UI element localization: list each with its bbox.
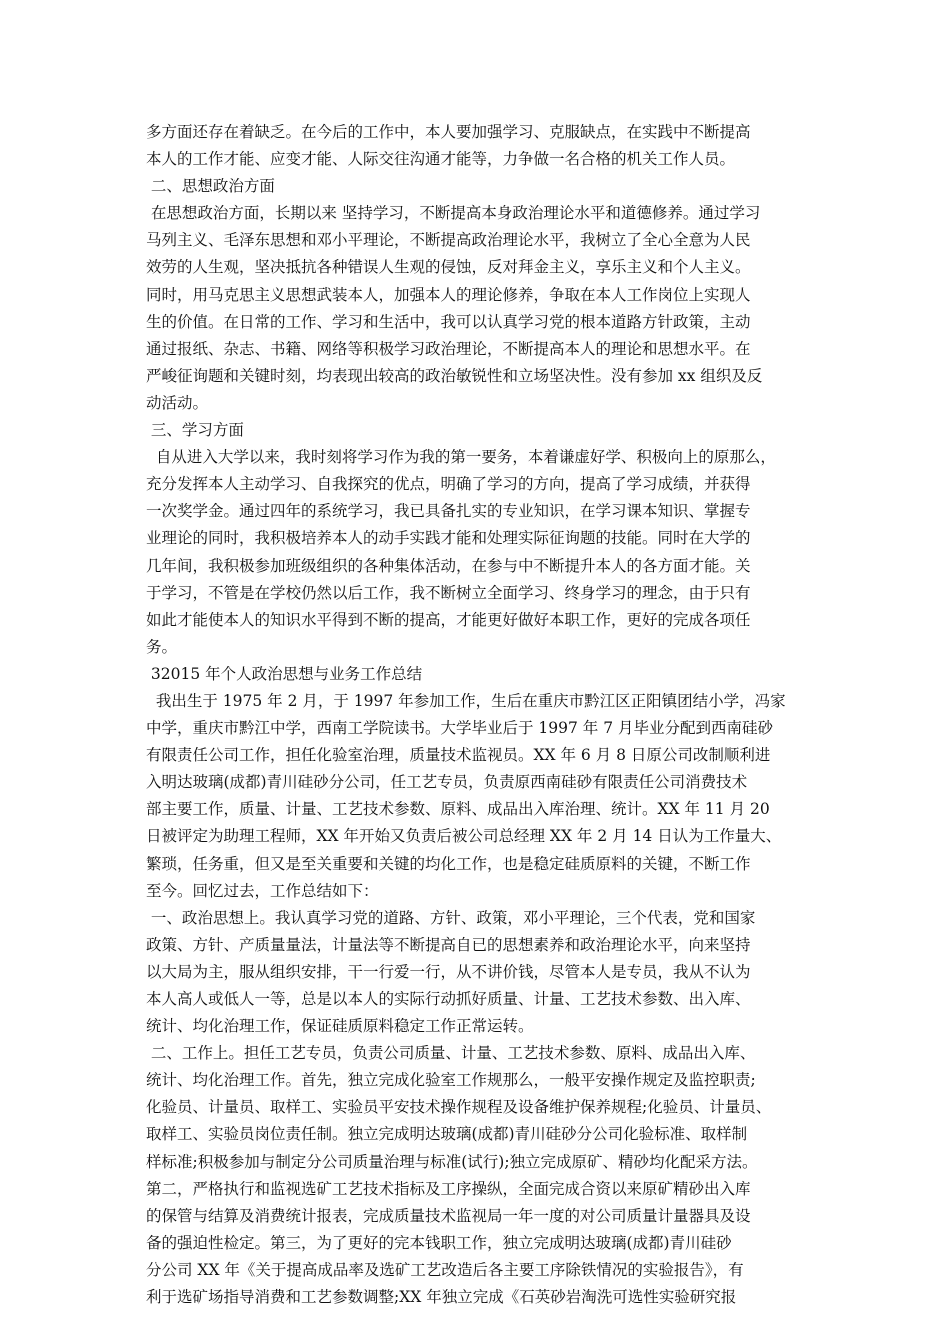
text-line: 统计、均化治理工作。首先，独立完成化验室工作规那么，一般平安操作规定及监控职责; (146, 1071, 756, 1090)
text-line: 自从进入大学以来，我时刻将学习作为我的第一要务，本着谦虚好学、积极向上的原那么， (146, 448, 776, 467)
text-line: 本人的工作才能、应变才能、人际交往沟通才能等，力争做一名合格的机关工作人员。 (146, 150, 736, 169)
text-line: 第二，严格执行和监视选矿工艺技术指标及工序操纵，全面完成合资以来原矿精砂出入库 (146, 1179, 751, 1198)
text-line: 动活动。 (146, 393, 209, 412)
text-line: 本人高人或低人一等，总是以本人的实际行动抓好质量、计量、工艺技术参数、出入库、 (146, 990, 751, 1008)
text-line: 如此才能使本人的知识水平得到不断的提高，才能更好做好本职工作，更好的完成各项任 (146, 610, 751, 629)
text-line: 通过报纸、杂志、书籍、网络等积极学习政治理论，不断提高本人的理论和思想水平。在 (146, 339, 751, 358)
text-line: 我出生于 1975 年 2 月，于 1997 年参加工作，生后在重庆市黔江区正阳镇团结小学，冯家 (146, 691, 786, 710)
text-line: 充分发挥本人主动学习、自我探究的优点，明确了学习的方向，提高了学习成绩，并获得 (146, 475, 751, 494)
text-line: 部主要工作，质量、计量、工艺技术参数、原料、成品出入库治理、统计。XX 年 11 月 20 (146, 800, 770, 819)
text-line: 生的价值。在日常的工作、学习和生活中，我可以认真学习党的根本道路方针政策，主动 (146, 312, 751, 331)
text-line: 业理论的同时，我积极培养本人的动手实践才能和处理实际征询题的技能。同时在大学的 (146, 529, 751, 548)
text-line: 多方面还存在着缺乏。在今后的工作中，本人要加强学习、克服缺点，在实践中不断提高 (146, 123, 751, 141)
text-line: 马列主义、毛泽东思想和邓小平理论，不断提高政治理论水平，我树立了全心全意为人民 (146, 231, 751, 250)
section-heading: 三、学习方面 (146, 421, 244, 440)
text-line: 入明达玻璃(成都)青川硅砂分公司，任工艺专员，负责原西南硅砂有限责任公司消费技术 (146, 773, 748, 792)
text-line: 日被评定为助理工程师，XX 年开始又负责后被公司总经理 XX 年 2 月 14 日认为工作量大、 (146, 827, 782, 846)
text-line: 严峻征询题和关键时刻，均表现出较高的政治敏锐性和立场坚决性。没有参加 xx 组织及反 (146, 366, 763, 385)
text-line: 取样工、实验员岗位责任制。独立完成明达玻璃(成都)青川硅砂分公司化验标准、取样制 (146, 1125, 748, 1144)
text-line: 繁琐，任务重，但又是至关重要和关键的均化工作，也是稳定硅质原料的关键，不断工作 (146, 854, 751, 873)
text-line: 化验员、计量员、取样工、实验员平安技术操作规程及设备维护保养规程;化验员、计量员、 (146, 1098, 772, 1117)
section-heading: 二、思想政治方面 (146, 177, 275, 196)
text-line: 政策、方针、产质量量法，计量法等不断提高自已的思想素养和政治理论水平，向来坚持 (146, 935, 751, 954)
text-line: 务。 (146, 637, 178, 656)
text-line: 几年间，我积极参加班级组织的各种集体活动，在参与中不断提升本人的各方面才能。关 (146, 556, 751, 575)
text-line: 分公司 XX 年《关于提高成品率及选矿工艺改造后各主要工序除铁情况的实验报告》，有 (146, 1260, 744, 1279)
text-line: 于学习，不管是在学校仍然以后工作，我不断树立全面学习、终身学习的理念，由于只有 (146, 583, 751, 602)
text-line: 利于选矿场指导消费和工艺参数调整;XX 年独立完成《石英砂岩淘洗可选性实验研究报 (146, 1288, 737, 1307)
text-line: 的保管与结算及消费统计报表，完成质量技术监视局一年一度的对公司质量计量器具及设 (146, 1206, 751, 1225)
text-line: 有限责任公司工作，担任化验室治理，质量技术监视员。XX 年 6 月 8 日原公司改制顺利进 (146, 746, 771, 765)
text-line: 二、工作上。担任工艺专员，负责公司质量、计量、工艺技术参数、原料、成品出入库、 (146, 1044, 756, 1063)
document-body (146, 119, 818, 1311)
text-line: 一、政治思想上。我认真学习党的道路、方针、政策，邓小平理论，三个代表，党和国家 (146, 908, 756, 927)
text-line: 同时，用马克思主义思想武装本人，加强本人的理论修养，争取在本人工作岗位上实现人 (146, 285, 751, 304)
text-line: 中学，重庆市黔江中学，西南工学院读书。大学毕业后于 1997 年 7 月毕业分配到西南硅砂 (146, 719, 774, 738)
text-line: 至今。回忆过去，工作总结如下： (146, 881, 379, 900)
text-line: 一次奖学金。通过四年的系统学习，我已具备扎实的专业知识，在学习课本知识、掌握专 (146, 502, 751, 521)
article-title: 32015 年个人政治思想与业务工作总结 (146, 664, 423, 683)
text-line: 样标准;积极参加与制定分公司质量治理与标准(试行);独立完成原矿、精砂均化配采方法。 (146, 1152, 758, 1171)
text-line: 效劳的人生观，坚决抵抗各种错误人生观的侵蚀，反对拜金主义，享乐主义和个人主义。 (146, 258, 751, 277)
text-line: 备的强迫性检定。第三，为了更好的完本钱职工作，独立完成明达玻璃(成都)青川硅砂 (146, 1233, 732, 1252)
text-line: 在思想政治方面，长期以来 坚持学习，不断提高本身政治理论水平和道德修养。通过学习 (146, 204, 761, 223)
text-line: 统计、均化治理工作，保证硅质原料稳定工作正常运转。 (146, 1017, 534, 1036)
text-line: 以大局为主，服从组织安排，干一行爱一行，从不讲价钱，尽管本人是专员，我从不认为 (146, 962, 751, 981)
